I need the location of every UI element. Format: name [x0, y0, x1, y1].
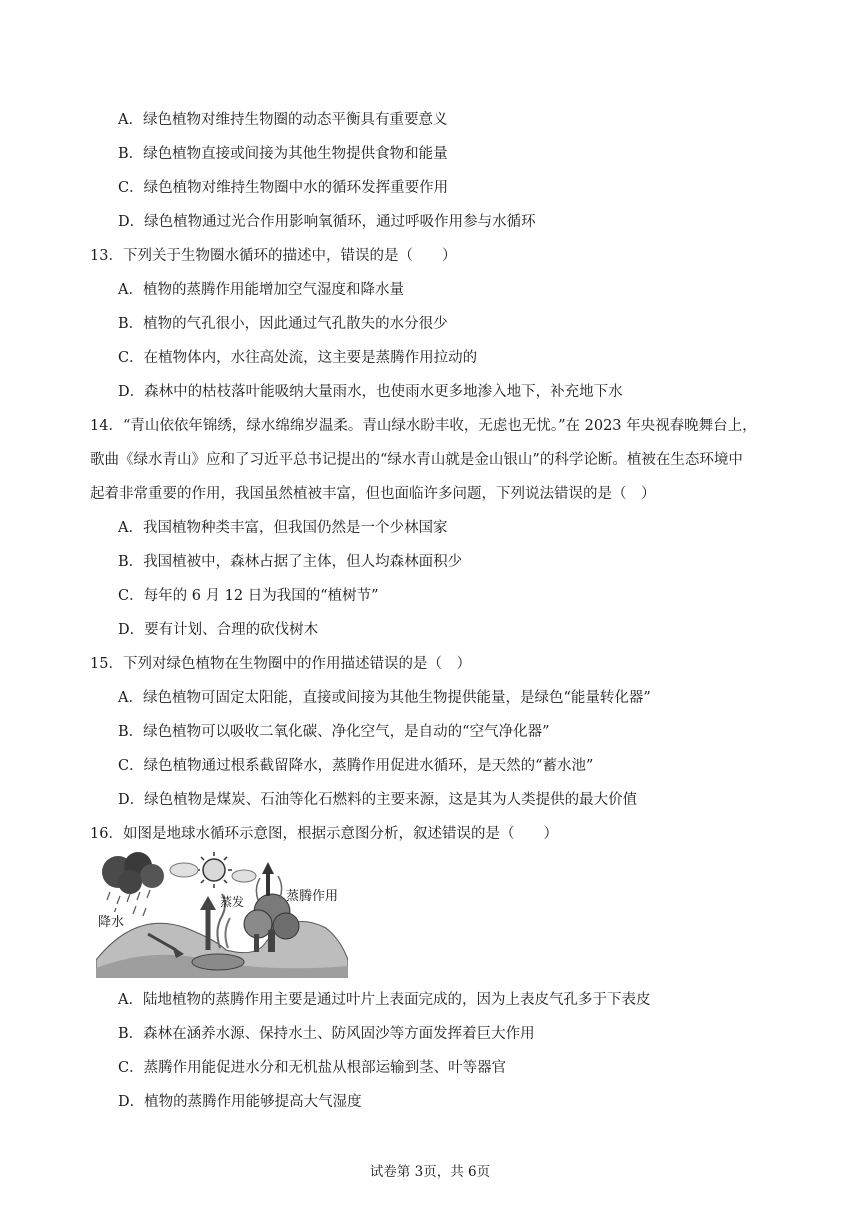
water-cycle-figure — [96, 850, 348, 978]
q14-stem-line-3: 起着非常重要的作用，我国虽然植被丰富，但也面临许多问题，下列说法错误的是（ ） — [90, 486, 656, 502]
q13-option-a: A．植物的蒸腾作用能增加空气湿度和降水量 — [118, 282, 404, 298]
q15-stem: 15．下列对绿色植物在生物圈中的作用描述错误的是（ ） — [90, 656, 471, 672]
q13-option-d: D．森林中的枯枝落叶能吸纳大量雨水，也使雨水更多地渗入地下，补充地下水 — [118, 384, 623, 400]
q12-option-d: D．绿色植物通过光合作用影响氧循环，通过呼吸作用参与水循环 — [118, 214, 536, 230]
q13-stem: 13．下列关于生物圈水循环的描述中，错误的是（ ） — [90, 248, 457, 264]
q13-option-c: C．在植物体内，水往高处流，这主要是蒸腾作用拉动的 — [118, 350, 478, 366]
page-footer: 试卷第 3页，共 6页 — [369, 1164, 491, 1180]
q15-option-d: D．绿色植物是煤炭、石油等化石燃料的主要来源，这是其为人类提供的最大价值 — [118, 792, 638, 808]
label-precipitation: 降水 — [98, 914, 125, 929]
transpiration-arrow-icon — [256, 862, 281, 900]
q12-option-a: A．绿色植物对维持生物圈的动态平衡具有重要意义 — [118, 112, 448, 128]
sun-icon — [196, 852, 232, 888]
label-evaporation: 蒸发 — [220, 895, 245, 909]
q14-option-d: D．要有计划、合理的砍伐树木 — [118, 622, 319, 638]
q12-option-b: B．绿色植物直接或间接为其他生物提供食物和能量 — [118, 146, 448, 162]
q16-option-d: D．植物的蒸腾作用能够提高大气湿度 — [118, 1094, 362, 1110]
q14-option-b: B．我国植被中，森林占据了主体，但人均森林面积少 — [118, 554, 463, 570]
q15-option-b: B．绿色植物可以吸收二氧化碳、净化空气，是自动的“空气净化器” — [118, 724, 550, 740]
q16-option-c: C．蒸腾作用能促进水分和无机盐从根部运输到茎、叶等器官 — [118, 1060, 507, 1076]
q14-option-a: A．我国植物种类丰富，但我国仍然是一个少林国家 — [118, 520, 448, 536]
q15-option-c: C．绿色植物通过根系截留降水，蒸腾作用促进水循环，是天然的“蓄水池” — [118, 758, 594, 774]
q14-stem-line-2: 歌曲《绿水青山》应和了习近平总书记提出的“绿水青山就是金山银山”的科学论断。植被在生态环境中 — [90, 452, 743, 468]
q16-stem: 16．如图是地球水循环示意图，根据示意图分析，叙述错误的是（ ） — [90, 826, 558, 842]
q15-option-a: A．绿色植物可固定太阳能，直接或间接为其他生物提供能量，是绿色“能量转化器” — [118, 690, 651, 706]
label-transpiration: 蒸腾作用 — [286, 888, 339, 903]
q13-option-b: B．植物的气孔很小，因此通过气孔散失的水分很少 — [118, 316, 448, 332]
q14-stem-line-1: 14．“青山依依年锦绣，绿水绵绵岁温柔。青山绿水盼丰收，无虑也无忧。”在 2023 年央视春晚舞台上， — [90, 418, 757, 434]
rain-cloud-icon — [102, 852, 164, 894]
q16-option-b: B．森林在涵养水源、保持水土、防风固沙等方面发挥着巨大作用 — [118, 1026, 535, 1042]
q16-option-a: A．陆地植物的蒸腾作用主要是通过叶片上表面完成的，因为上表皮气孔多于下表皮 — [118, 992, 651, 1008]
q14-option-c: C．每年的 6 月 12 日为我国的“植树节” — [118, 588, 379, 604]
q12-option-c: C．绿色植物对维持生物圈中水的循环发挥重要作用 — [118, 180, 449, 196]
